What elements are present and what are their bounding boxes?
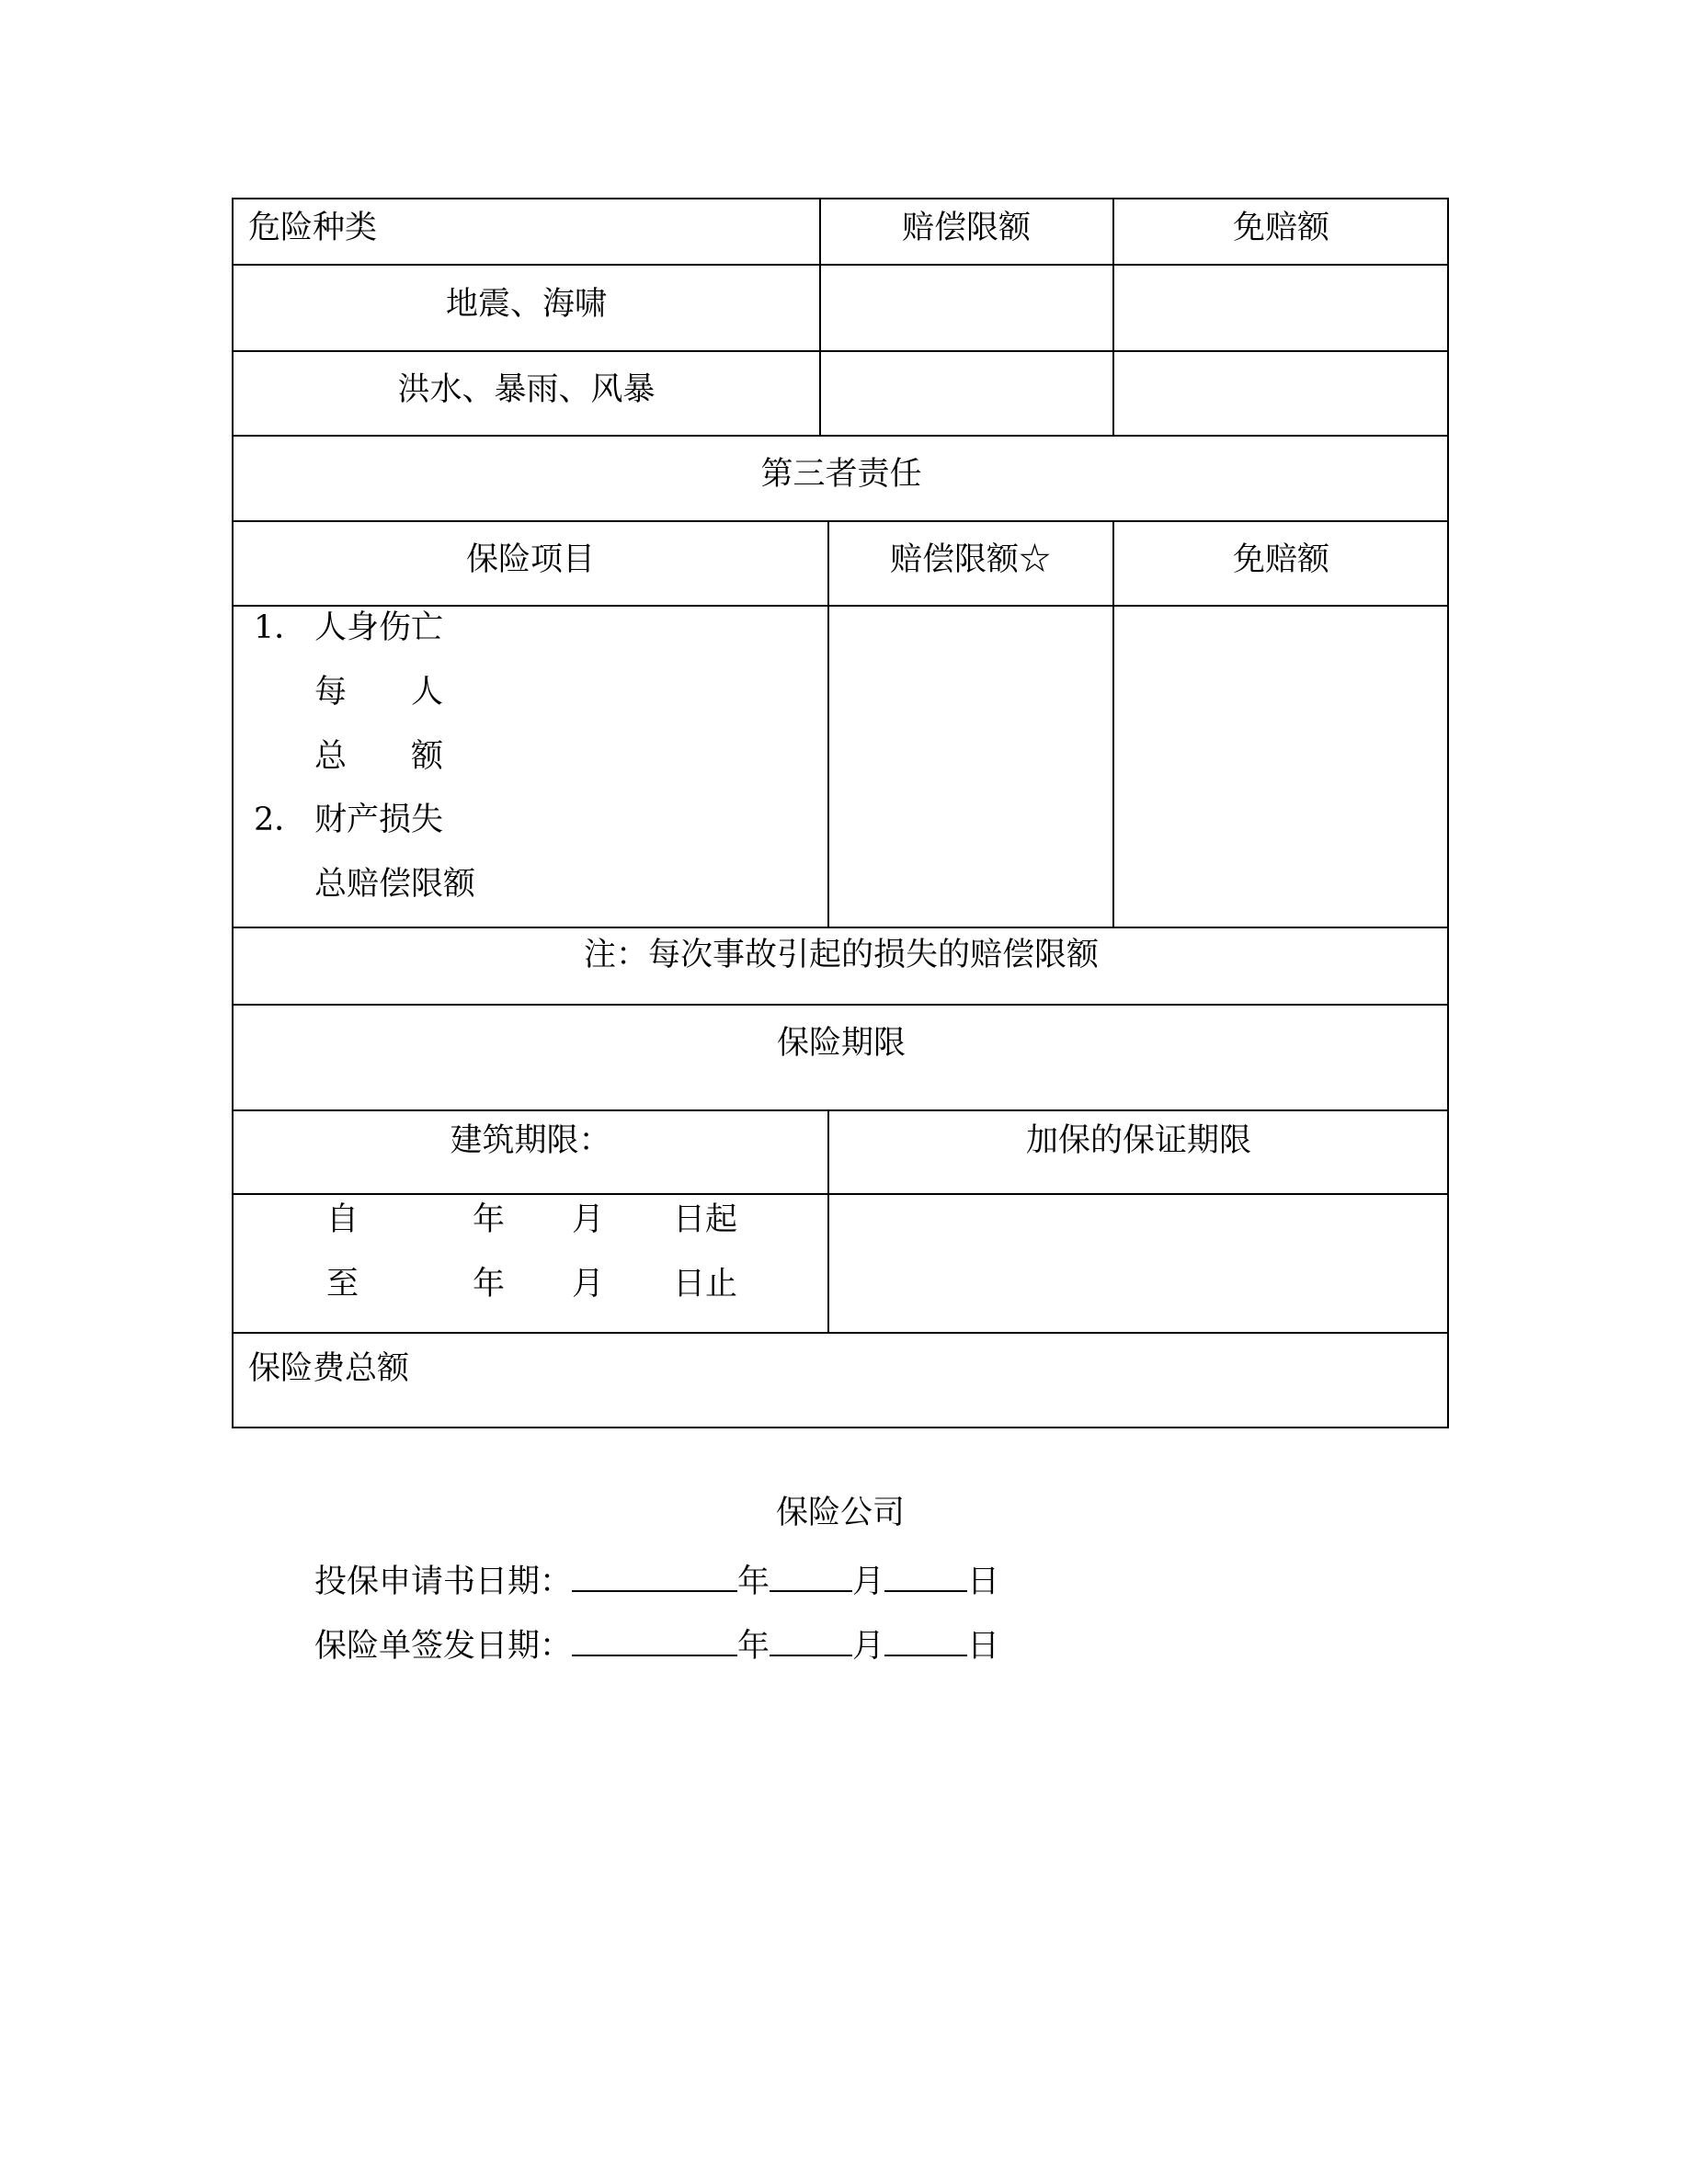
row-divider xyxy=(234,435,1447,437)
application-date-label: 投保申请书日期： xyxy=(314,1564,573,1600)
row-divider xyxy=(234,520,1447,522)
guarantee-period: 加保的保证期限 xyxy=(1025,1122,1251,1159)
day-blank[interactable] xyxy=(884,1623,967,1656)
item-label: 每 人 xyxy=(314,674,444,711)
row-divider xyxy=(234,350,1447,352)
item-label: 总 额 xyxy=(314,738,444,775)
period-title: 保险期限 xyxy=(776,1025,906,1062)
row-divider xyxy=(234,1193,1447,1195)
header-limit: 赔偿限额 xyxy=(901,210,1031,246)
col-divider xyxy=(1112,520,1114,927)
insurance-table xyxy=(232,198,1449,1428)
period-to-day: 日止 xyxy=(673,1266,738,1302)
row-divider xyxy=(234,605,1447,607)
period-to-month: 月 xyxy=(572,1266,605,1302)
header-risk-type: 危险种类 xyxy=(248,210,378,246)
risk-earthquake: 地震、海啸 xyxy=(445,286,607,323)
row-divider xyxy=(234,927,1447,928)
period-from-month: 月 xyxy=(572,1201,605,1238)
year-label: 年 xyxy=(737,1628,770,1665)
row-divider xyxy=(234,1332,1447,1334)
item-number: 2． xyxy=(254,802,307,838)
month-blank[interactable] xyxy=(770,1623,852,1656)
month-blank[interactable] xyxy=(770,1559,852,1592)
day-label: 日 xyxy=(967,1628,1000,1665)
col-divider xyxy=(827,520,829,927)
header-deductible: 免赔额 xyxy=(1232,210,1329,246)
risk-flood: 洪水、暴雨、风暴 xyxy=(397,371,656,408)
application-date-line xyxy=(314,1559,999,1600)
period-from-day: 日起 xyxy=(673,1201,738,1238)
period-from-label: 自 xyxy=(326,1201,359,1238)
third-party-col-deductible: 免赔额 xyxy=(1232,541,1329,578)
day-blank[interactable] xyxy=(884,1559,967,1592)
item-label: 财产损失 xyxy=(314,802,444,838)
day-label: 日 xyxy=(967,1564,1000,1600)
item-number: 1． xyxy=(254,609,307,646)
year-blank[interactable] xyxy=(572,1623,737,1656)
policy-date-line xyxy=(314,1623,999,1665)
row-divider xyxy=(234,1004,1447,1006)
period-from-year: 年 xyxy=(473,1201,506,1238)
row-divider xyxy=(234,264,1447,266)
period-to-label: 至 xyxy=(326,1266,359,1302)
company-label: 保险公司 xyxy=(775,1495,905,1531)
month-label: 月 xyxy=(852,1628,885,1665)
period-to-year: 年 xyxy=(473,1266,506,1302)
note: 注：每次事故引起的损失的赔偿限额 xyxy=(583,937,1099,973)
third-party-col-item: 保险项目 xyxy=(465,541,595,578)
month-label: 月 xyxy=(852,1564,885,1600)
policy-date-label: 保险单签发日期： xyxy=(314,1628,573,1665)
premium-total: 保险费总额 xyxy=(248,1350,410,1387)
third-party-col-limit: 赔偿限额☆ xyxy=(889,541,1051,578)
construction-period: 建筑期限： xyxy=(450,1122,611,1159)
year-blank[interactable] xyxy=(572,1559,737,1592)
item-label: 总赔偿限额 xyxy=(314,866,476,903)
item-label: 人身伤亡 xyxy=(314,609,444,646)
third-party-title: 第三者责任 xyxy=(760,456,922,493)
year-label: 年 xyxy=(737,1564,770,1600)
row-divider xyxy=(234,1109,1447,1111)
